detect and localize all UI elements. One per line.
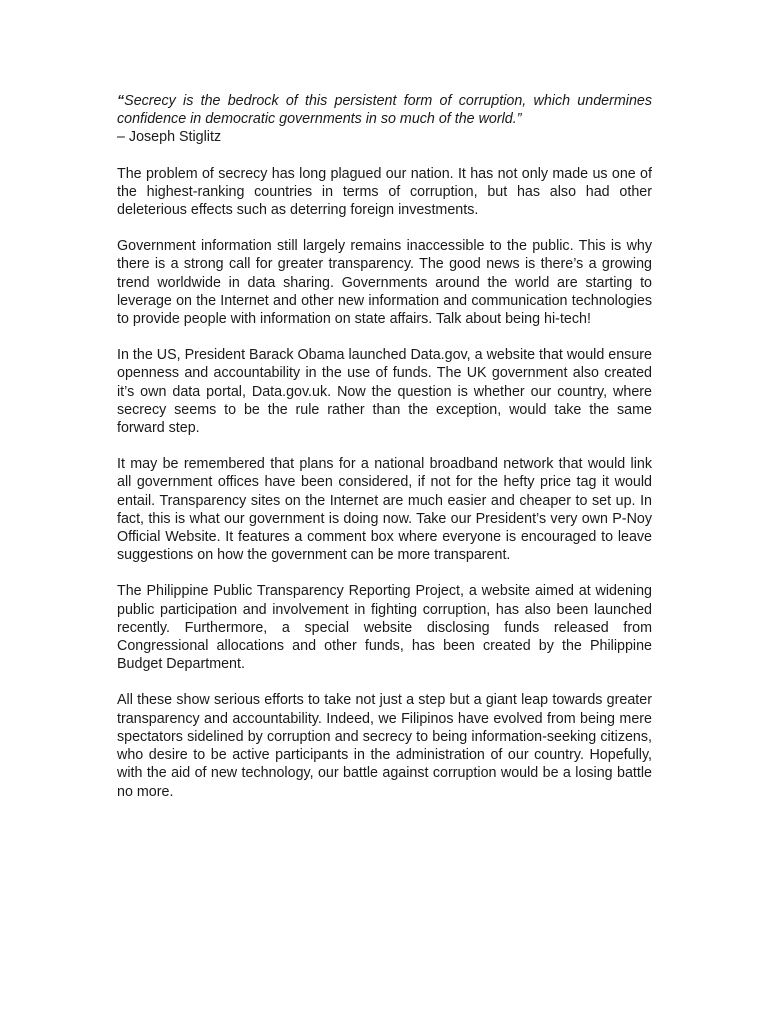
paragraph-secrecy-problem: The problem of secrecy has long plagued our nation. It has not only made us one of the highest-ranking countries in terms of corruption, but has also had other deleterious effects such as deterring foreign investments. (117, 165, 652, 219)
paragraph-government-information: Government information still largely remains inaccessible to the public. This is why there is a strong call for greater transparency. The good news is there’s a growing trend worldwide in data sharing. Governments around the world are starting to leverage on the Internet and other new information and communication technologies to provide people with information on state affairs. Talk about being hi-tech! (117, 238, 652, 328)
paragraph-transparency-project: The Philippine Public Transparency Reporting Project, a website aimed at widening public participation and involvement in fighting corruption, has also been launched recently. Furthermore, a special website disclosing funds released from Congressional allocations and other funds, has been created by the Philippine Budget Department. (117, 583, 652, 673)
opening-quote (117, 92, 652, 147)
quote-open-mark: “ (117, 93, 125, 109)
paragraph-conclusion: All these show serious efforts to take not just a step but a giant leap towards greater transparency and accountability. Indeed, we Filipinos have evolved from being mere spectators sidelined by corruption and secrecy to being information-seeking citizens, who desire to be active participants in the administration of our country. Hopefully, with the aid of new technology, our battle against corruption would be a losing battle no more. (117, 692, 652, 800)
paragraph-us-uk-portals: In the US, President Barack Obama launched Data.gov, a website that would ensure openness and accountability in the use of funds. The UK government also created it’s own data portal, Data.gov.uk. Now the question is whether our country, where secrecy seems to be the rule rather than the exception, would take the same forward step. (117, 347, 652, 437)
document-page (117, 92, 652, 819)
quote-attribution: – Joseph Stiglitz (117, 129, 222, 146)
paragraph-broadband-network: It may be remembered that plans for a national broadband network that would link all government offices have been considered, if not for the hefty price tag it would entail. Transparency sites on the Internet are much easier and cheaper to set up. In fact, this is what our government is doing now. Take our President’s very own P-Noy Official Website. It features a comment box where everyone is encouraged to leave suggestions on how the government can be more transparent. (117, 456, 652, 564)
quote-text: Secrecy is the bedrock of this persistent form of corruption, which undermines confidence in democratic governments in so much of the world.” (117, 93, 652, 128)
